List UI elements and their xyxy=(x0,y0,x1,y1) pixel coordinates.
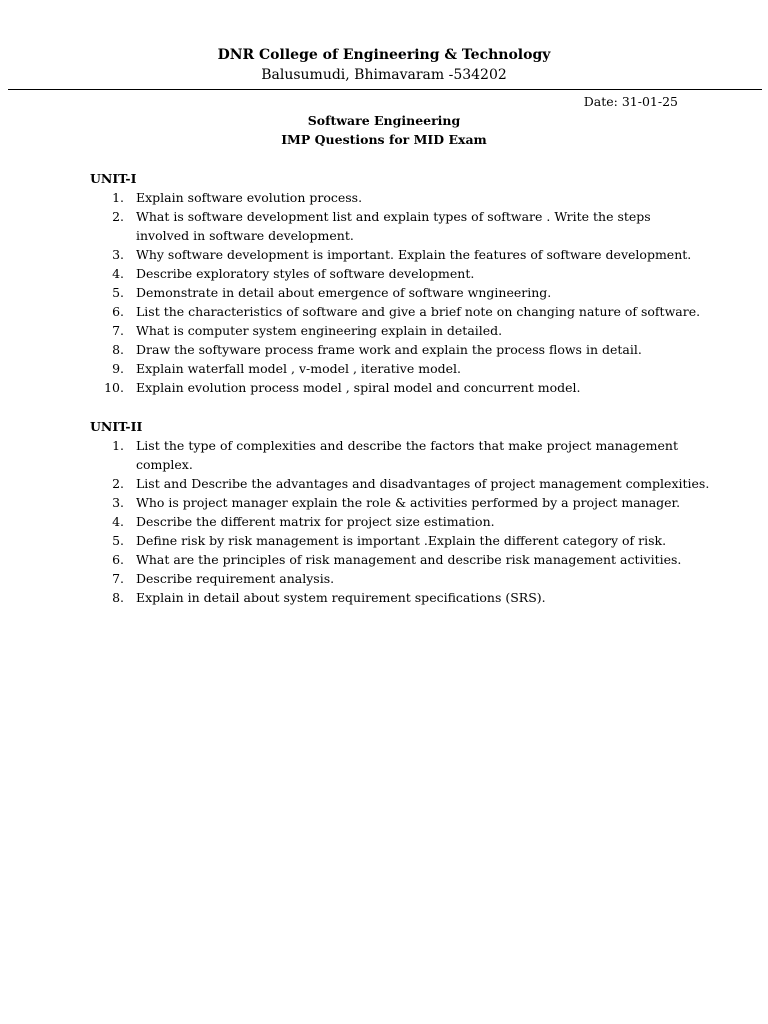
list-item xyxy=(90,302,701,321)
exam-date: Date: 31-01-25 xyxy=(583,94,678,109)
question-number: 5. xyxy=(112,533,124,548)
list-item xyxy=(90,512,678,531)
list-item xyxy=(90,245,692,264)
question-text: What are the principles of risk management and describe risk management activities. xyxy=(136,552,682,567)
question-text: Describe the different matrix for project size estimation. xyxy=(136,514,495,529)
college-address: Balusumudi, Bhimavaram -534202 xyxy=(261,67,507,83)
question-text: What is computer system engineering explain in detailed. xyxy=(136,323,503,338)
list-item xyxy=(90,588,678,607)
question-text: List the type of complexities and describe the factors that make project management complex. xyxy=(136,438,678,472)
question-text: Describe exploratory styles of software development. xyxy=(136,266,475,281)
list-item xyxy=(90,359,678,378)
list-item xyxy=(90,474,710,493)
question-number: 9. xyxy=(112,361,124,376)
question-text: List and Describe the advantages and disadvantages of project management complexities. xyxy=(136,476,710,491)
question-text: List the characteristics of software and give a brief note on changing nature of software. xyxy=(136,304,701,319)
question-list xyxy=(90,436,710,607)
question-number: 8. xyxy=(112,342,124,357)
list-item xyxy=(90,436,678,474)
question-text: Explain evolution process model , spiral model and concurrent model. xyxy=(136,380,581,395)
question-text: Draw the softyware process frame work and explain the process flows in detail. xyxy=(136,342,642,357)
question-number: 10. xyxy=(104,380,124,395)
question-text: What is software development list and explain types of software . Write the steps involved in software development. xyxy=(136,209,651,243)
question-text: Define risk by risk management is important .Explain the different category of risk. xyxy=(136,533,667,548)
question-number: 2. xyxy=(112,476,124,491)
question-number: 4. xyxy=(112,514,124,529)
unit-2-section xyxy=(90,417,710,607)
question-text: Why software development is important. Explain the features of software development. xyxy=(136,247,692,262)
question-number: 6. xyxy=(112,552,124,567)
list-item xyxy=(90,264,678,283)
header-divider xyxy=(8,89,762,90)
question-number: 3. xyxy=(112,495,124,510)
list-item xyxy=(90,550,682,569)
list-item xyxy=(90,207,678,245)
question-number: 8. xyxy=(112,590,124,605)
question-text: Describe requirement analysis. xyxy=(136,571,335,586)
question-number: 7. xyxy=(112,323,124,338)
list-item xyxy=(90,378,678,397)
college-name: DNR College of Engineering & Technology xyxy=(217,47,551,63)
unit-heading: UNIT-II xyxy=(90,419,143,434)
unit-1-section xyxy=(90,169,701,397)
question-text: Explain software evolution process. xyxy=(136,190,363,205)
question-number: 3. xyxy=(112,247,124,262)
subject-title: Software Engineering xyxy=(307,113,461,128)
list-item xyxy=(90,340,678,359)
question-number: 4. xyxy=(112,266,124,281)
question-number: 6. xyxy=(112,304,124,319)
list-item xyxy=(90,188,678,207)
question-list xyxy=(90,188,701,397)
question-text: Explain in detail about system requirement specifications (SRS). xyxy=(136,590,546,605)
list-item xyxy=(90,531,678,550)
question-text: Who is project manager explain the role & activities performed by a project manager. xyxy=(136,495,681,510)
question-number: 1. xyxy=(112,438,124,453)
list-item xyxy=(90,283,678,302)
list-item xyxy=(90,569,678,588)
question-number: 2. xyxy=(112,209,124,224)
unit-heading: UNIT-I xyxy=(90,171,137,186)
question-text: Demonstrate in detail about emergence of software wngineering. xyxy=(136,285,552,300)
question-number: 5. xyxy=(112,285,124,300)
question-text: Explain waterfall model , v-model , iterative model. xyxy=(136,361,461,376)
exam-title: IMP Questions for MID Exam xyxy=(281,132,487,147)
question-number: 7. xyxy=(112,571,124,586)
question-number: 1. xyxy=(112,190,124,205)
list-item xyxy=(90,493,681,512)
list-item xyxy=(90,321,678,340)
